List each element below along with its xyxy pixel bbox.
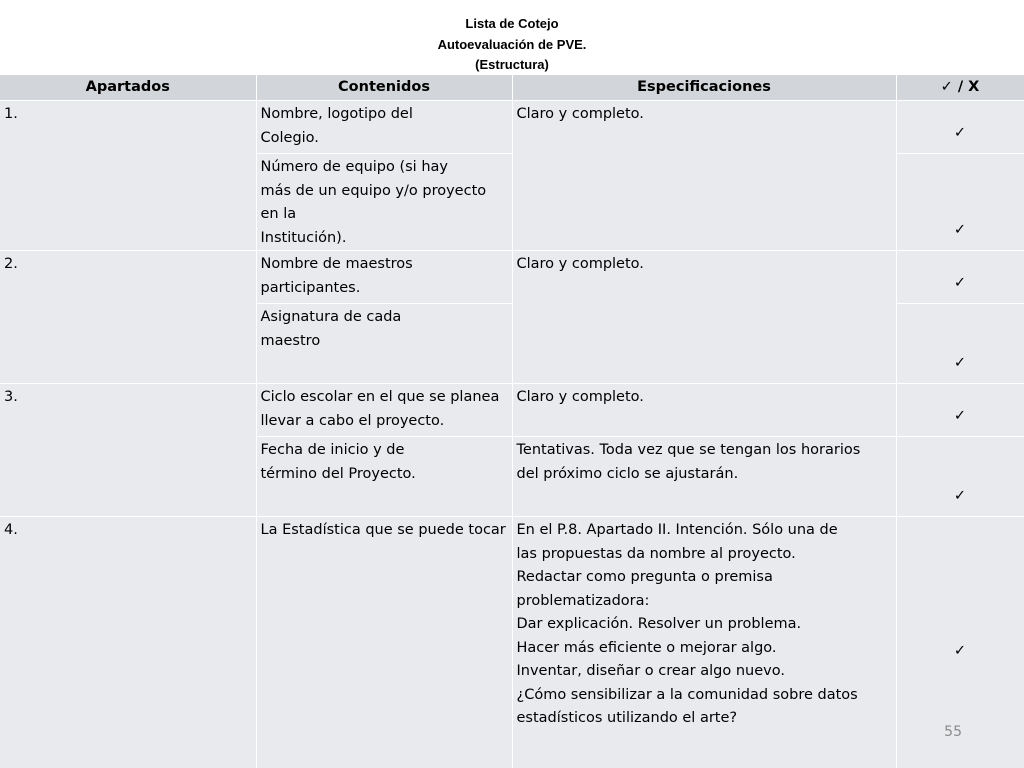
- contenido-cell: Fecha de inicio y de término del Proyecto.: [256, 437, 512, 517]
- contenido-cell: Ciclo escolar en el que se planea llevar a cabo el proyecto.: [256, 384, 512, 437]
- document-title: Lista de Cotejo: [465, 16, 559, 31]
- column-header-especificaciones: Especificaciones: [512, 75, 896, 101]
- contenido-cell: La Estadística que se puede tocar: [256, 517, 512, 768]
- page-number: 55: [944, 724, 962, 740]
- apartado-cell: 2.: [0, 251, 256, 384]
- column-header-contenidos: Contenidos: [256, 75, 512, 101]
- document-subtitle: Autoevaluación de PVE.: [437, 37, 587, 52]
- check-mark: ✓: [896, 251, 1024, 304]
- contenido-cell: Número de equipo (si hay más de un equipo y/o proyecto en la Institución).: [256, 154, 512, 251]
- apartado-cell: 1.: [0, 101, 256, 251]
- check-mark: ✓: [896, 101, 1024, 154]
- check-mark: ✓: [896, 154, 1024, 251]
- table-row: [0, 384, 1024, 437]
- check-mark: ✓: [896, 437, 1024, 517]
- especificacion-cell: Claro y completo.: [512, 251, 896, 384]
- apartado-cell: 4.: [0, 517, 256, 768]
- checklist-table: [0, 75, 1024, 768]
- contenido-cell: Asignatura de cada maestro: [256, 304, 512, 384]
- especificacion-cell: Tentativas. Toda vez que se tengan los horarios del próximo ciclo se ajustarán.: [512, 437, 896, 517]
- check-mark: ✓: [896, 384, 1024, 437]
- document-section-label: (Estructura): [475, 57, 549, 72]
- column-header-apartados: Apartados: [0, 75, 256, 101]
- especificacion-cell: Claro y completo.: [512, 101, 896, 251]
- table-row: [0, 101, 1024, 154]
- especificacion-cell: Claro y completo.: [512, 384, 896, 437]
- column-header-check: ✓ / X: [896, 75, 1024, 101]
- contenido-cell: Nombre de maestros participantes.: [256, 251, 512, 304]
- check-mark: ✓: [896, 517, 1024, 768]
- apartado-cell: 3.: [0, 384, 256, 517]
- check-mark: ✓: [896, 304, 1024, 384]
- contenido-cell: Nombre, logotipo del Colegio.: [256, 101, 512, 154]
- especificacion-cell: En el P.8. Apartado II. Intención. Sólo una de las propuestas da nombre al proyecto. Redactar como pregunta o premisa problematizadora: Dar explicación. Resolver un problema. Hacer más eficiente o mejorar algo. Inventar, diseñar o crear algo nuevo. ¿Cómo sensibilizar a la comunidad sobre datos estadísticos utilizando el arte?: [512, 517, 896, 768]
- table-row: [0, 517, 1024, 768]
- table-header-row: [0, 75, 1024, 101]
- table-row: [0, 251, 1024, 304]
